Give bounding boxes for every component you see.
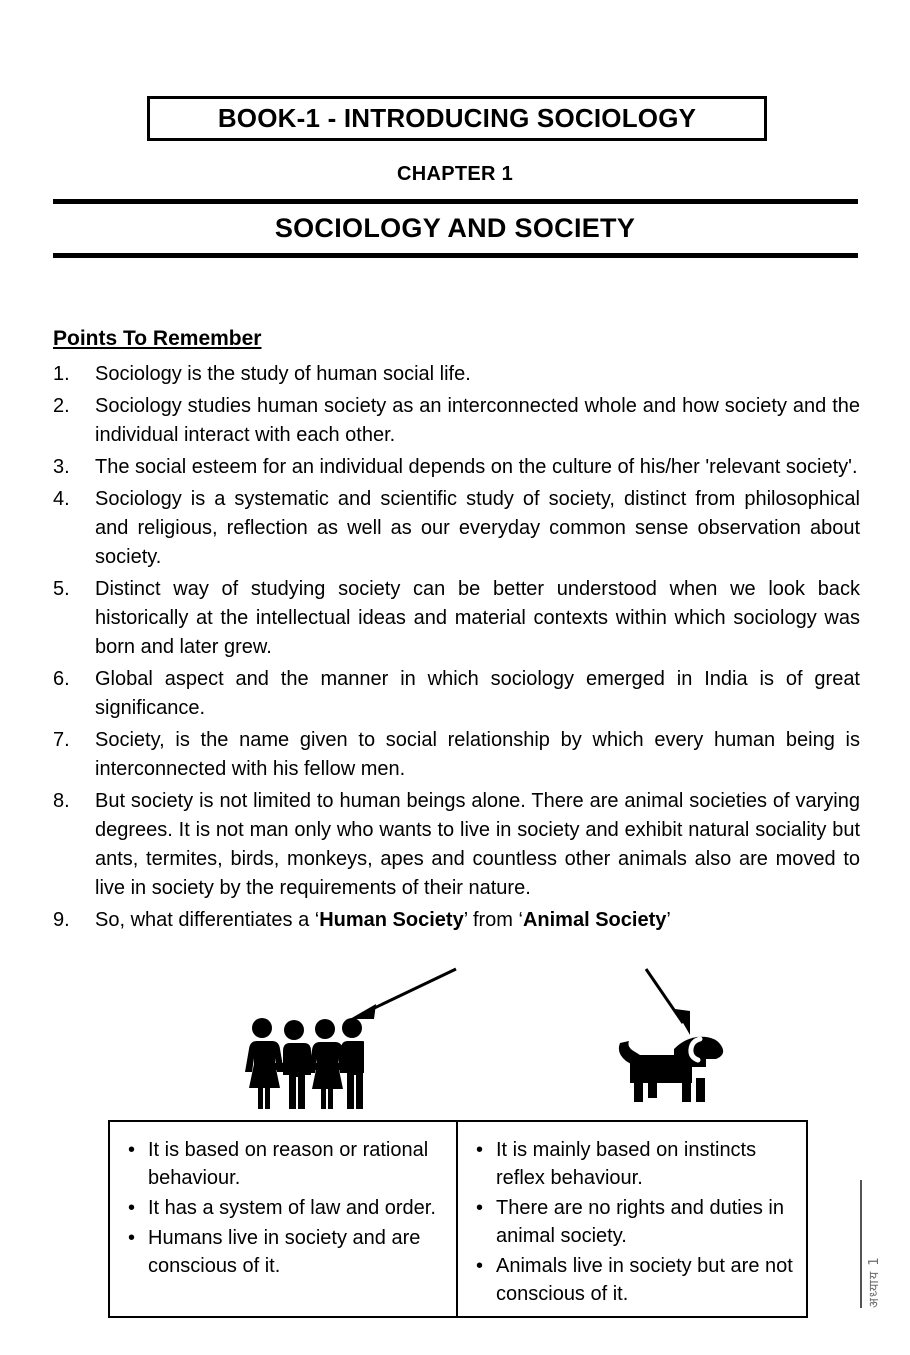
list-item-text: It is mainly based on instincts reflex behaviour. bbox=[496, 1139, 757, 1189]
arrow-to-human-society-icon bbox=[350, 969, 456, 1019]
list-item-text: Society, is the name given to social relationship by which every human being is interconnected with his fellow men. bbox=[95, 729, 860, 780]
list-item-number: 1. bbox=[53, 363, 70, 385]
list-item-number: 4. bbox=[53, 488, 70, 510]
illustration-arrows bbox=[0, 955, 910, 1115]
list-item-text: It is based on reason or rational behaviour. bbox=[148, 1139, 429, 1189]
dog-icon bbox=[612, 1023, 732, 1105]
list-item-text: Distinct way of studying society can be better understood when we look back historically at the intellectual ideas and material contexts within which sociology was born and later grew. bbox=[95, 578, 860, 658]
list-item-text: It has a system of law and order. bbox=[148, 1197, 436, 1219]
list-item-text: Sociology is a systematic and scientific study of society, distinct from philosophical and religious, reflection as well as our everyday common sense observation about society. bbox=[95, 488, 860, 568]
bullet-icon: • bbox=[128, 1227, 136, 1249]
list-item bbox=[53, 726, 860, 784]
section-rule-top bbox=[53, 199, 858, 204]
list-item-number: 5. bbox=[53, 578, 70, 600]
section-title: SOCIOLOGY AND SOCIETY bbox=[274, 213, 636, 243]
list-item bbox=[53, 485, 860, 572]
list-item bbox=[53, 453, 860, 482]
human-vs-animal-society-table bbox=[108, 1120, 808, 1318]
list-item-text: Global aspect and the manner in which sociology emerged in India is of great significance. bbox=[95, 668, 860, 719]
list-item-number: 8. bbox=[53, 790, 70, 812]
bullet-icon: • bbox=[128, 1139, 136, 1161]
list-item bbox=[128, 1194, 446, 1222]
list-item-text: There are no rights and duties in animal society. bbox=[496, 1197, 784, 1247]
animal-society-column bbox=[458, 1122, 806, 1316]
chapter-label: CHAPTER 1 bbox=[396, 163, 514, 185]
list-item-number: 6. bbox=[53, 668, 70, 690]
book-title-box bbox=[147, 96, 767, 141]
human-society-emphasis: Human Society bbox=[319, 909, 464, 931]
bullet-icon: • bbox=[128, 1197, 136, 1219]
section-rule-bottom bbox=[53, 253, 858, 258]
margin-scan-artifact: अध्याय 1 bbox=[867, 1256, 882, 1308]
list-item bbox=[53, 787, 860, 903]
list-item-number: 9. bbox=[53, 909, 70, 931]
margin-scan-line bbox=[860, 1180, 862, 1308]
list-item bbox=[128, 1224, 446, 1280]
society-illustration bbox=[0, 955, 910, 1115]
human-society-column bbox=[110, 1122, 458, 1316]
bullet-icon: • bbox=[476, 1139, 484, 1161]
list-item-text: But society is not limited to human beings alone. There are animal societies of varying degrees. It is not man only who wants to live in society and exhibit natural sociality but ants, termites, birds, monkeys, apes and countless other animals also are moved to live in society by the requirements of their nature. bbox=[95, 790, 860, 899]
list-item-text: Humans live in society and are conscious of it. bbox=[148, 1227, 421, 1277]
list-item-number: 3. bbox=[53, 456, 70, 478]
list-item bbox=[128, 1136, 446, 1192]
list-item bbox=[53, 392, 860, 450]
points-list bbox=[53, 360, 860, 938]
list-item-text: The social esteem for an individual depends on the culture of his/her 'relevant society'. bbox=[95, 456, 858, 478]
list-item-text: Animals live in society but are not conscious of it. bbox=[496, 1255, 793, 1305]
list-item-text-middle: ’ from ‘ bbox=[463, 909, 523, 931]
points-to-remember-heading: Points To Remember bbox=[53, 327, 262, 350]
book-title: BOOK-1 - INTRODUCING SOCIOLOGY bbox=[217, 103, 697, 133]
list-item-text-prefix: So, what differentiates a ‘ bbox=[95, 909, 320, 931]
list-item bbox=[53, 360, 860, 389]
bullet-icon: • bbox=[476, 1197, 484, 1219]
list-item-text: Sociology studies human society as an interconnected whole and how society and the individual interact with each other. bbox=[95, 395, 860, 446]
list-item bbox=[476, 1252, 796, 1308]
list-item-text bbox=[95, 906, 860, 935]
people-group-icon bbox=[242, 1017, 364, 1109]
list-item bbox=[53, 906, 860, 935]
list-item-text: Sociology is the study of human social life. bbox=[95, 363, 471, 385]
list-item bbox=[53, 665, 860, 723]
list-item bbox=[476, 1136, 796, 1192]
list-item-number: 2. bbox=[53, 395, 70, 417]
bullet-icon: • bbox=[476, 1255, 484, 1277]
list-item bbox=[476, 1194, 796, 1250]
animal-society-emphasis: Animal Society bbox=[522, 909, 667, 931]
list-item-number: 7. bbox=[53, 729, 70, 751]
list-item bbox=[53, 575, 860, 662]
list-item-text-suffix: ’ bbox=[666, 909, 671, 931]
